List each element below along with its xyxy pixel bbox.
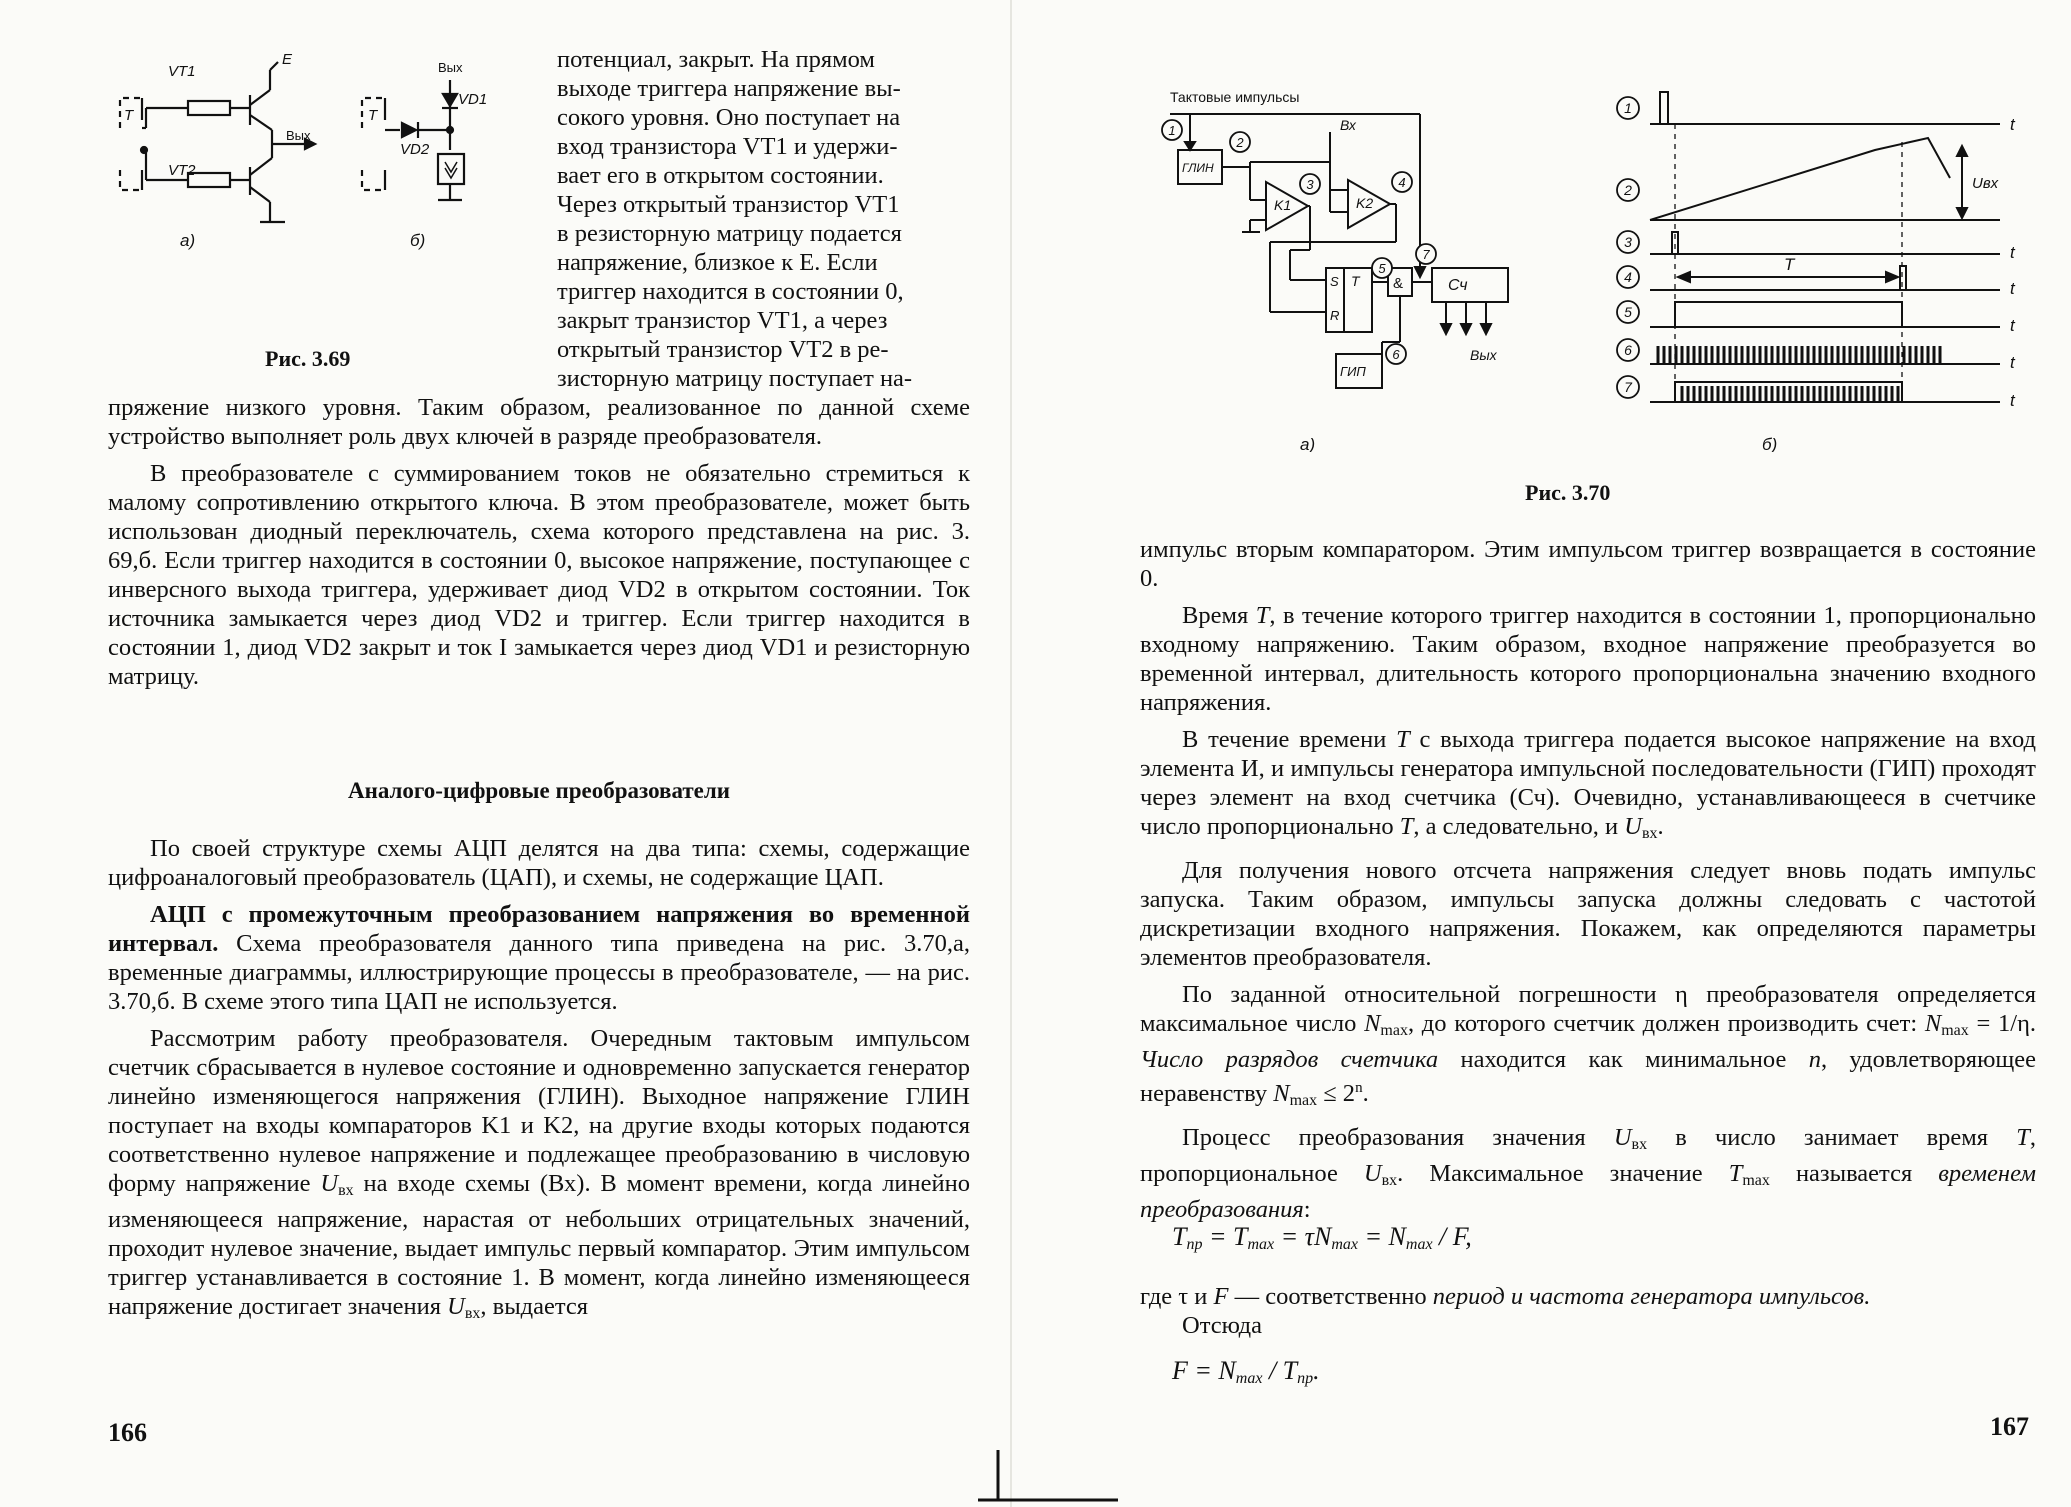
fig370-t-interval: T	[1784, 255, 1795, 274]
fig370-b-num: 7	[1624, 379, 1632, 395]
fig369-sub-a: а)	[180, 231, 196, 250]
fig370-t-cell: T	[1351, 273, 1360, 289]
fig370-t-axis: t	[2010, 243, 2015, 262]
fig370-num: 2	[1236, 135, 1244, 150]
fig370-gip: ГИП	[1340, 364, 1366, 379]
fig369-out-b-label: Вых	[438, 60, 463, 75]
paragraph: В течение времени T с выхода триггера подается высокое напряжение на вход элемента И, и импульсы генератора импульсной последовательности (ГИП) проходят через элемент на вход счетчика (Сч). Очевидно, устанавливающееся в счетчике число пропорционально T, а следовательно, и $U_{вх}$.	[1140, 726, 2036, 842]
fig369-t-b-label: T	[368, 107, 378, 124]
fig370-s: S	[1330, 274, 1339, 289]
fig370-caption: Рис. 3.70	[1525, 480, 1611, 505]
side-line: в резисторную матрицу подается	[557, 220, 902, 247]
side-line: потенциал, закрыт. На прямом	[557, 46, 875, 73]
paragraph: импульс вторым компаратором. Этим импульсом триггер возвращается в состояние 0.	[1140, 536, 2036, 592]
fig370-t-axis: t	[2010, 316, 2015, 335]
left-body-1	[108, 393, 970, 691]
fig370-b-num: 2	[1624, 182, 1632, 198]
fig369-caption: Рис. 3.69	[265, 346, 351, 371]
fig370-t-axis: t	[2010, 391, 2015, 410]
fig370-sch: Сч	[1448, 277, 1468, 294]
paragraph: Отсюда	[1182, 1312, 1262, 1339]
bold-lead: АЦП с промежуточным преобразованием напряжения во временной интервал.	[108, 901, 970, 957]
fig370-t-axis: t	[2010, 353, 2015, 372]
fig369-sub-b: б)	[410, 231, 426, 250]
side-line: вход транзистора VT1 и удержи-	[557, 133, 898, 160]
side-line: открытый транзистор VT2 в ре-	[557, 336, 889, 363]
fig370-b-num: 1	[1624, 100, 1632, 116]
side-line: вает его в открытом состоянии.	[557, 162, 884, 189]
side-line: напряжение, близкое к E. Если	[557, 249, 878, 276]
fig369-vt1-label: VT1	[168, 63, 196, 80]
paragraph: По своей структуре схемы АЦП делятся на два типа: схемы, содержащие цифроаналоговый преобразователь (ЦАП), и схемы, не содержащие ЦАП.	[108, 835, 970, 891]
side-line: Через открытый транзистор VT1	[557, 191, 900, 218]
paragraph: По заданной относительной погрешности η преобразователя определяется максимальное число $N_{max}$, до которого счетчик должен производить счет: $N_{max} = 1/\eta$. Число разрядов счетчика находится как минимальное n, удовлетворяющее неравенству $N_{max} \le 2^n$.	[1140, 981, 2037, 1109]
paragraph: В преобразователе с суммированием токов не обязательно стремиться к малому сопротивлению открытого ключа. В этом преобразователе, может быть использован диодный переключатель, схема которого представлена на рис. 3. 69,б. Если триггер находится в состоянии 0, высокое напряжение, поступающее с инверсного выхода триггера, удерживает диод VD2 в открытом состоянии. Ток источника замыкается через диод VD2 и триггер. Если триггер находится в состоянии 1, диод VD2 закрыт и ток I замыкается через диод VD1 и резисторную матрицу.	[108, 460, 970, 690]
paragraph: пряжение низкого уровня. Таким образом, реализованное по данной схеме устройство выполняет роль двух ключей в разряде преобразователя.	[108, 394, 970, 450]
fig370-num: 1	[1168, 123, 1176, 138]
gutter	[1010, 0, 1012, 1507]
right-page	[1040, 0, 2071, 1507]
fig370-and: &	[1393, 275, 1404, 292]
fig370-sub-a: а)	[1300, 435, 1316, 452]
side-line: триггер находится в состоянии 0,	[557, 278, 904, 305]
fig370-t-axis: t	[2010, 279, 2015, 298]
fig370-num: 4	[1398, 175, 1406, 190]
fig370-k1: K1	[1274, 197, 1292, 213]
paragraph: Время T, в течение которого триггер находится в состоянии 1, пропорционально входному напряжению. Таким образом, входное напряжение преобразуется во временной интервал, длительность которого пропорциональна значению входного напряжения.	[1140, 602, 2036, 716]
paragraph: Процесс преобразования значения $U_{вх}$ в число занимает время T, пропорциональное $U_{вх}$. Максимальное значение $T_{max}$ называется временем преобразования:	[1140, 1124, 2036, 1223]
fig370-vx: Вх	[1340, 117, 1356, 133]
fig370-uvx: Uвх	[1972, 175, 1999, 192]
side-line: выходе триггера напряжение вы-	[557, 75, 901, 102]
fig370-k2: K2	[1356, 195, 1374, 211]
fig369-vd2-label: VD2	[400, 141, 430, 158]
fig370-glin: ГЛИН	[1182, 161, 1214, 175]
left-body-2	[108, 834, 970, 1328]
fig369-t-label: T	[124, 107, 134, 124]
fig370-num: 7	[1422, 247, 1430, 262]
fig370-b-num: 6	[1624, 342, 1632, 358]
where-line	[1140, 1282, 2036, 1340]
side-text-block	[557, 45, 970, 393]
paragraph: где τ и F — соответственно период и частота генератора импульсов.	[1140, 1283, 1871, 1310]
fig369-vd1-label: VD1	[458, 91, 488, 108]
formula-tpr: $T_{пр} = T_{max} = \tau N_{max} = N_{max} / F$,	[1172, 1222, 1472, 1253]
page-number: 167	[1990, 1412, 2029, 1441]
fig370-t-axis: t	[2010, 115, 2015, 134]
page-number: 166	[108, 1418, 147, 1447]
side-line: зисторную матрицу поступает на-	[557, 365, 913, 392]
fig370-sub-b: б)	[1762, 435, 1778, 452]
fig370-num: 3	[1306, 177, 1314, 192]
fig370-num: 5	[1378, 261, 1386, 276]
fig370-b-num: 3	[1624, 234, 1632, 250]
side-line: сокого уровня. Оно поступает на	[557, 104, 901, 131]
fig370-b-num: 5	[1624, 304, 1632, 320]
paragraph: Рассмотрим работу преобразователя. Очередным тактовым импульсом счетчик сбрасывается в нулевое состояние и одновременно запускается генератор линейно изменяющегося напряжения (ГЛИН). Выходное напряжение ГЛИН поступает на входы компараторов K1 и K2, на другие входы которых подаются соответственно нулевое напряжение и подлежащее преобразованию в числовую форму напряжение $U_{вх}$ на входе схемы (Вх). В момент времени, когда линейно изменяющееся напряжение, нарастая от небольших отрицательных значений, проходит нулевое значение, выдает импульс первый компаратор. Этим импульсом триггер устанавливается в состояние 1. В момент, когда линейно изменяющееся напряжение достигает значения $U_{вх}$, выдается	[108, 1025, 970, 1322]
right-body	[1140, 535, 2036, 1224]
formula-f: $F = N_{max} / T_{пр}$.	[1172, 1356, 1320, 1387]
figure-3-70	[1150, 72, 2040, 452]
fig370-top-label: Тактовые импульсы	[1170, 89, 1300, 105]
side-line: закрыт транзистор VT1, а через	[557, 307, 888, 334]
fig370-out: Вых	[1470, 347, 1497, 363]
figure-3-69	[100, 50, 530, 250]
paragraph: Для получения нового отсчета напряжения следует вновь подать импульс запуска. Таким образом, импульсы запуска должны следовать с частотой дискретизации входного напряжения. Покажем, как определяются параметры элементов преобразователя.	[1140, 857, 2036, 971]
left-page	[0, 0, 1000, 1507]
fig370-r: R	[1330, 308, 1340, 323]
fig369-e-label: E	[282, 51, 293, 68]
fig369-vt2-label: VT2	[168, 162, 196, 179]
section-heading: Аналого-цифровые преобразователи	[347, 778, 731, 803]
fig369-out-label: Вых	[286, 128, 311, 143]
fig370-num: 6	[1392, 347, 1400, 362]
fig370-b-num: 4	[1624, 269, 1632, 285]
paragraph: АЦП с промежуточным преобразованием напряжения во временной интервал. Схема преобразователя данного типа приведена на рис. 3.70,а, временные диаграммы, иллюстрирующие процессы в преобразователе, — на рис. 3.70,б. В схеме этого типа ЦАП не используется.	[108, 901, 970, 1015]
